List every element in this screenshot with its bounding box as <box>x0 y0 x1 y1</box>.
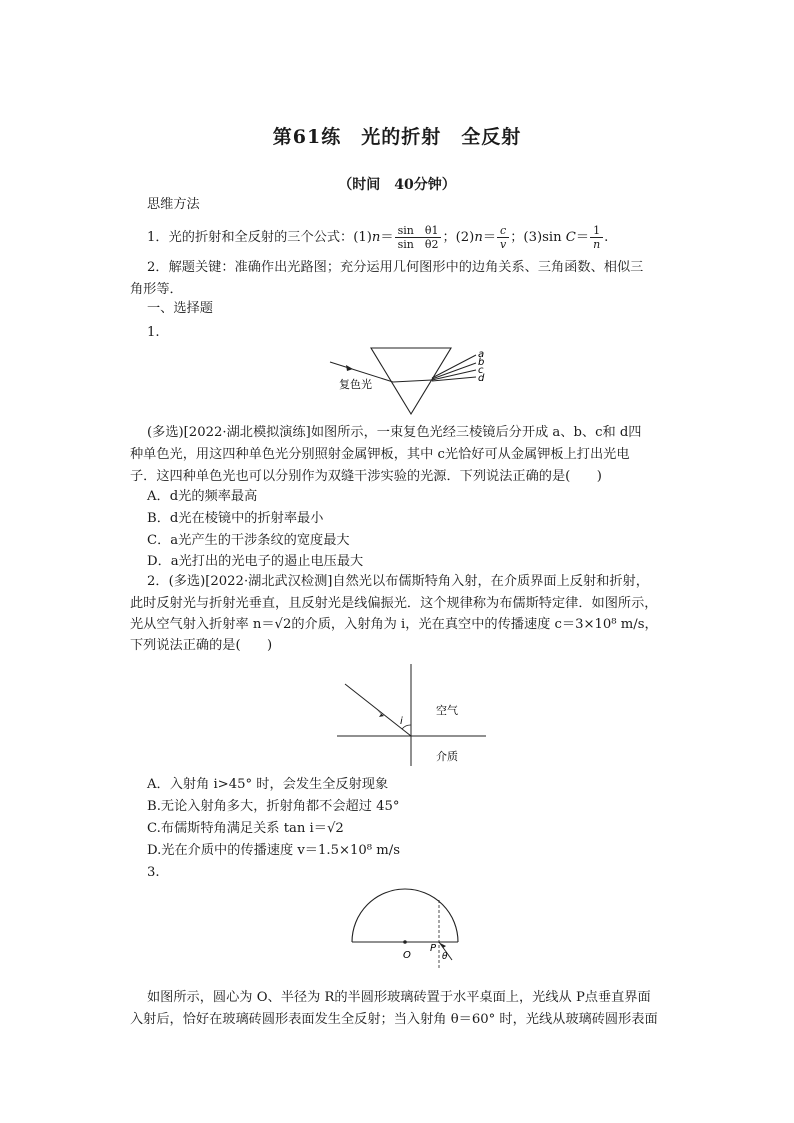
q1-option-a: A．d光的频率最高 <box>147 489 258 504</box>
method-formulas: 1．光的折射和全反射的三个公式：(1)n＝ $\frac{\text{sin θ1}}{\text{sin θ2}}$ ；(2)n＝ $\frac{c}{v}$ ；(3)sin C＝ $\frac{1}{n}$ . <box>147 224 609 251</box>
q2-stem-line4: 下列说法正确的是( ) <box>130 638 273 653</box>
method-key-line1: 2．解题关键：准确作出光路图；充分运用几何图形中的边角关系、三角函数、相似三 <box>147 260 644 275</box>
page-title: 第61练 光的折射 全反射 <box>272 126 522 148</box>
label-d: d <box>478 373 485 384</box>
label-angle-i: i <box>400 716 403 727</box>
label-b: b <box>478 357 485 368</box>
snell-fraction: $\frac{\text{sin θ1}}{\text{sin θ2}}$ <box>395 224 442 251</box>
q1-option-c: C．a光产生的干涉条纹的宽度最大 <box>147 533 350 548</box>
q2-stem-line2: 此时反射光与折射光垂直，且反射光是线偏振光．这个规律称为布儒斯特定律．如图所示， <box>130 596 658 611</box>
critical-fraction: $\frac{1}{n}$ <box>590 224 603 251</box>
brewster-figure <box>0 662 794 772</box>
semicircle-figure <box>0 888 794 978</box>
label-c: c <box>478 365 484 376</box>
center-point <box>403 940 407 944</box>
label-theta: θ <box>442 952 448 962</box>
time-limit: （时间 40分钟） <box>338 177 456 193</box>
q2-option-a: A．入射角 i>45° 时，会发生全反射现象 <box>147 777 389 792</box>
q1-stem-line1: (多选)[2022·湖北模拟演练]如图所示，一束复色光经三棱镜后分开成 a、b、c和 d四 <box>147 425 642 440</box>
incident-arrow <box>346 365 353 371</box>
label-composite-light: 复色光 <box>339 378 372 391</box>
label-o: O <box>403 950 411 961</box>
incident-ray-2 <box>345 684 411 736</box>
q2-option-d: D.光在介质中的传播速度 v＝1.5×10⁸ m/s <box>147 843 400 858</box>
angle-arc <box>402 725 411 729</box>
q1-stem-line3: 子．这四种单色光也可以分别作为双缝干涉实验的光源．下列说法正确的是( ) <box>130 469 602 484</box>
q3-stem-line2: 入射后，恰好在玻璃砖圆形表面发生全反射；当入射角 θ＝60° 时，光线从玻璃砖圆形表面 <box>130 1012 658 1027</box>
q3-stem-line1: 如图所示，圆心为 O、半径为 R的半圆形玻璃砖置于水平桌面上，光线从 P点垂直界面 <box>147 990 651 1005</box>
label-p: P <box>430 943 437 954</box>
inner-ray <box>393 380 432 382</box>
method-heading: 思维方法 <box>147 197 200 212</box>
q2-option-b: B.无论入射角多大，折射角都不会超过 45° <box>147 799 400 814</box>
method-key-line2: 角形等． <box>130 282 183 297</box>
semicircle-arc <box>352 889 458 942</box>
label-a: a <box>478 349 485 360</box>
section-heading: 一、选择题 <box>147 301 213 316</box>
q2-stem-line3: 光从空气射入折射率 n＝√2的介质，入射角为 i，光在真空中的传播速度 c＝3×10⁸ m/s， <box>130 617 658 632</box>
label-medium: 介质 <box>436 750 458 763</box>
q2-option-c: C.布儒斯特角满足关系 tan i＝√2 <box>147 821 344 836</box>
q2-stem-line1: 2．(多选)[2022·湖北武汉检测]自然光以布儒斯特角入射，在介质界面上反射和折射， <box>147 574 649 589</box>
q1-option-b: B．d光在棱镜中的折射率最小 <box>147 511 324 526</box>
q1-option-d: D．a光打出的光电子的遏止电压最大 <box>147 554 364 569</box>
speed-fraction: $\frac{c}{v}$ <box>497 224 509 251</box>
question-1-number: 1. <box>147 325 160 340</box>
q1-stem-line2: 种单色光，用这四种单色光分别照射金属钾板，其中 c光恰好可从金属钾板上打出光电 <box>130 447 630 462</box>
question-3-number: 3. <box>147 865 160 880</box>
label-air: 空气 <box>436 704 458 717</box>
incident-arrow-3 <box>440 943 446 948</box>
